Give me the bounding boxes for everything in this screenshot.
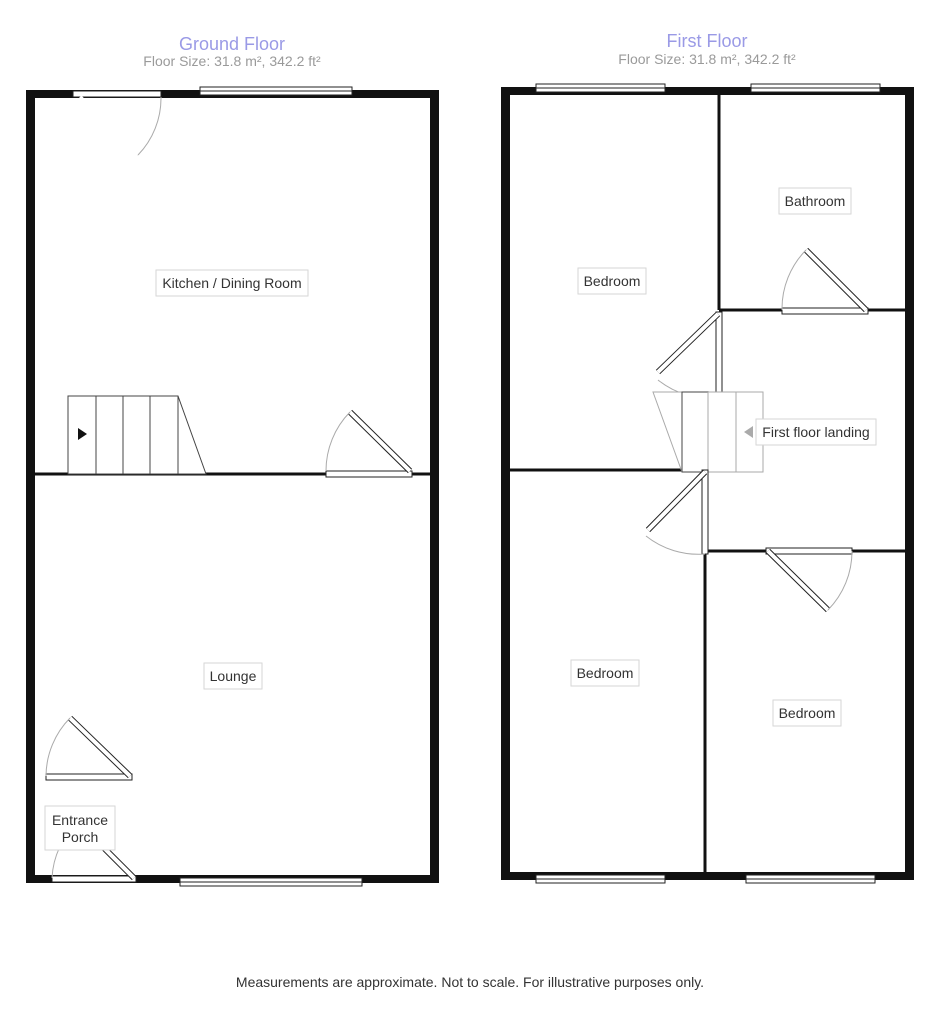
door bbox=[658, 312, 722, 398]
room-label-porch bbox=[45, 806, 115, 850]
window bbox=[536, 84, 665, 92]
window bbox=[536, 875, 665, 883]
door bbox=[326, 412, 412, 477]
room-label-bedroom-front-left bbox=[571, 660, 639, 686]
ground-floor-size: Floor Size: 31.8 m², 342.2 ft² bbox=[143, 53, 321, 69]
svg-text:Bathroom: Bathroom bbox=[784, 193, 846, 209]
door bbox=[782, 250, 868, 314]
window bbox=[180, 878, 362, 886]
svg-text:Entrance: Entrance bbox=[51, 812, 109, 828]
window bbox=[200, 87, 352, 95]
svg-text:Porch: Porch bbox=[61, 829, 99, 845]
room-label-landing bbox=[744, 419, 876, 445]
svg-text:First floor landing: First floor landing bbox=[762, 424, 870, 440]
window bbox=[751, 84, 880, 92]
door bbox=[646, 470, 708, 554]
svg-text:Bedroom: Bedroom bbox=[778, 705, 836, 721]
disclaimer-text: Measurements are approximate. Not to scale. For illustrative purposes only. bbox=[235, 974, 705, 990]
door bbox=[46, 718, 132, 780]
room-label-bathroom bbox=[779, 188, 851, 214]
svg-text:Bedroom: Bedroom bbox=[576, 665, 634, 681]
ground-floor-title: Ground Floor bbox=[178, 34, 286, 54]
door bbox=[73, 91, 161, 155]
svg-text:Bedroom: Bedroom bbox=[583, 273, 641, 289]
room-label-bedroom-back bbox=[578, 268, 646, 294]
door bbox=[766, 548, 852, 610]
room-label-kitchen bbox=[156, 270, 308, 296]
window bbox=[746, 875, 875, 883]
ground-floor-walls bbox=[26, 90, 439, 883]
room-label-lounge bbox=[204, 663, 262, 689]
staircase bbox=[68, 396, 206, 474]
first-floor-size: Floor Size: 31.8 m², 342.2 ft² bbox=[618, 51, 796, 67]
svg-text:Lounge: Lounge bbox=[209, 668, 257, 684]
svg-text:Kitchen / Dining Room: Kitchen / Dining Room bbox=[162, 275, 302, 291]
first-floor-title: First Floor bbox=[666, 31, 748, 51]
room-label-bedroom-front-right bbox=[773, 700, 841, 726]
